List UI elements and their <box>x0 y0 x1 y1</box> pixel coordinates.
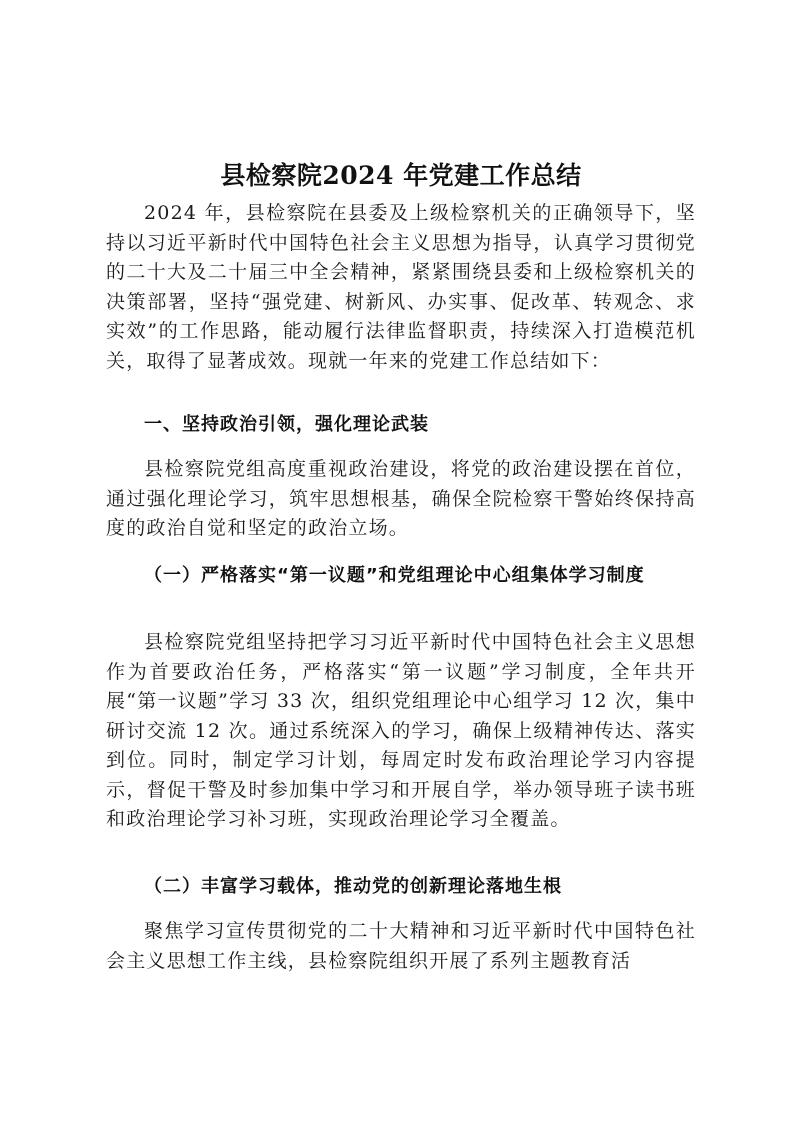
subsection-2-paragraph: 聚焦学习宣传贯彻党的二十大精神和习近平新时代中国特色社会主义思想工作主线，县检察院组织开展了系列主题教育活 <box>106 920 696 972</box>
document-title: 县检察院2024 年党建工作总结 <box>220 160 582 190</box>
section-1-heading: 一、坚持政治引领，强化理论武装 <box>144 414 429 435</box>
subsection-2-heading: （二）丰富学习载体，推动党的创新理论落地生根 <box>144 876 562 897</box>
subsection-1-heading: （一）严格落实“第一议题”和党组理论中心组集体学习制度 <box>144 565 645 586</box>
section-1-paragraph: 县检察院党组高度重视政治建设，将党的政治建设摆在首位，通过强化理论学习，筑牢思想根基，确保全院检察干警始终保持高度的政治自觉和坚定的政治立场。 <box>106 458 696 539</box>
subsection-1-paragraph: 县检察院党组坚持把学习习近平新时代中国特色社会主义思想作为首要政治任务，严格落实“第一议题”学习制度，全年共开展“第一议题”学习 33 次，组织党组理论中心组学习 12 次，集中研讨交流 12 次。通过系统深入的学习，确保上级精神传达、落实到位。同时，制定学习计划，每周定时发布政治理论学习内容提示，督促干警及时参加集中学习和开展自学，举办领导班子读书班和政治理论学习补习班，实现政治理论学习全覆盖。 <box>106 631 696 830</box>
intro-paragraph: 2024 年，县检察院在县委及上级检察机关的正确领导下，坚持以习近平新时代中国特色社会主义思想为指导，认真学习贯彻党的二十大及二十届三中全会精神，紧紧围绕县委和上级检察机关的决策部署，坚持“强党建、树新风、办实事、促改革、转观念、求实效”的工作思路，能动履行法律监督职责，持续深入打造模范机关，取得了显著成效。现就一年来的党建工作总结如下： <box>106 202 696 372</box>
